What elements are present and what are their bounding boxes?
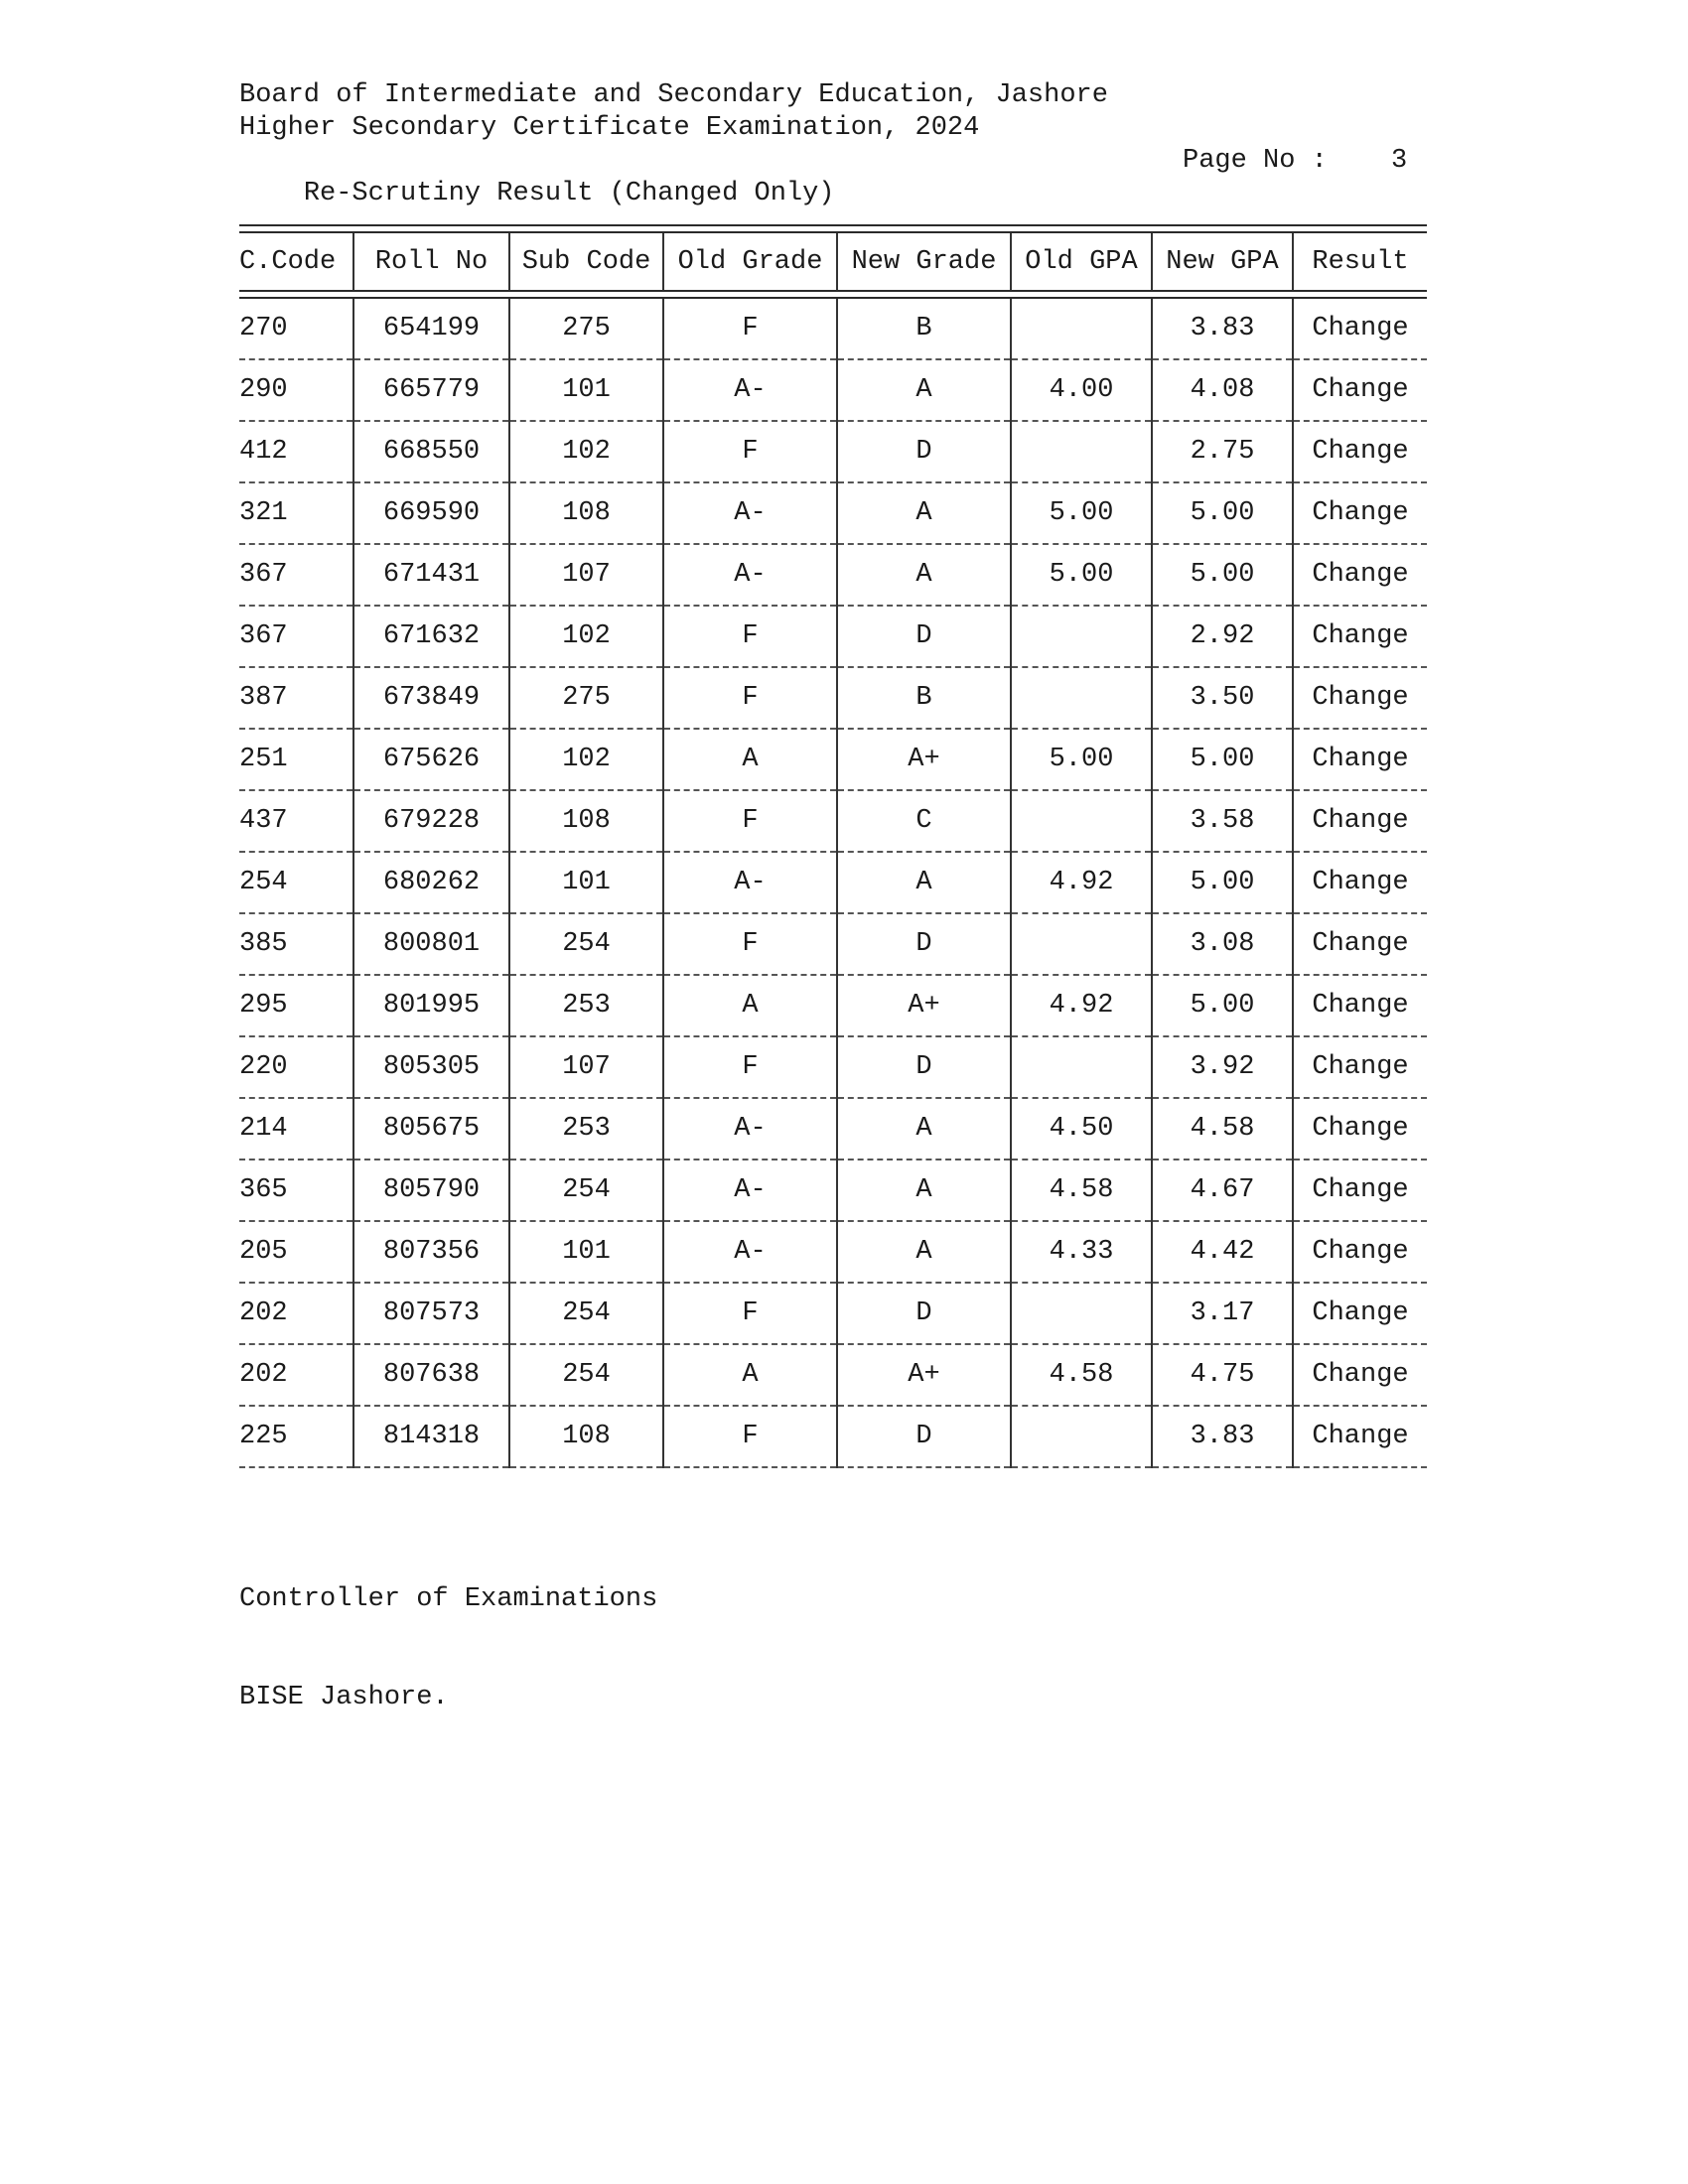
old-gpa-cell xyxy=(1011,606,1152,667)
old-grade-cell: F xyxy=(663,790,837,852)
c-code-cell: 202 xyxy=(239,1283,353,1344)
result-cell: Change xyxy=(1293,1406,1427,1467)
old-gpa-cell: 4.58 xyxy=(1011,1160,1152,1221)
old-grade-cell: F xyxy=(663,606,837,667)
new-grade-cell: D xyxy=(837,1283,1011,1344)
table-row xyxy=(239,790,1427,852)
new-gpa-cell: 3.83 xyxy=(1152,1406,1293,1467)
old-grade-cell: F xyxy=(663,667,837,729)
result-cell: Change xyxy=(1293,421,1427,482)
new-grade-cell: D xyxy=(837,913,1011,975)
table-row xyxy=(239,544,1427,606)
c-code-cell: 367 xyxy=(239,544,353,606)
sub-code-cell: 254 xyxy=(509,1344,663,1406)
header-bottom-rule xyxy=(239,290,1427,299)
new-grade-cell: A xyxy=(837,482,1011,544)
sub-code-cell: 254 xyxy=(509,1160,663,1221)
table-row xyxy=(239,299,1427,359)
sub-code-cell: 101 xyxy=(509,852,663,913)
new-gpa-cell: 2.92 xyxy=(1152,606,1293,667)
column-header: Old GPA xyxy=(1011,233,1152,290)
old-grade-cell: F xyxy=(663,1283,837,1344)
new-gpa-cell: 3.50 xyxy=(1152,667,1293,729)
old-grade-cell: F xyxy=(663,299,837,359)
table-row xyxy=(239,667,1427,729)
new-grade-cell: A xyxy=(837,359,1011,421)
new-gpa-cell: 4.75 xyxy=(1152,1344,1293,1406)
c-code-cell: 254 xyxy=(239,852,353,913)
old-grade-cell: F xyxy=(663,913,837,975)
old-grade-cell: A- xyxy=(663,1160,837,1221)
old-gpa-cell: 5.00 xyxy=(1011,729,1152,790)
roll-no-cell: 805790 xyxy=(353,1160,509,1221)
old-gpa-cell xyxy=(1011,790,1152,852)
page-number-label: Page No : xyxy=(1183,146,1328,176)
column-header: C.Code xyxy=(239,246,337,277)
old-gpa-cell xyxy=(1011,299,1152,359)
column-header: Result xyxy=(1293,233,1427,290)
table-row xyxy=(239,1098,1427,1160)
old-gpa-cell: 4.00 xyxy=(1011,359,1152,421)
old-grade-cell: A- xyxy=(663,1098,837,1160)
roll-no-cell: 807638 xyxy=(353,1344,509,1406)
table-row xyxy=(239,1283,1427,1344)
c-code-cell: 385 xyxy=(239,913,353,975)
c-code-cell: 220 xyxy=(239,1036,353,1098)
table-row xyxy=(239,913,1427,975)
sub-code-cell: 254 xyxy=(509,1283,663,1344)
old-grade-cell: F xyxy=(663,1036,837,1098)
page-number: 3 xyxy=(1391,146,1408,176)
new-grade-cell: A+ xyxy=(837,1344,1011,1406)
new-grade-cell: A xyxy=(837,544,1011,606)
roll-no-cell: 800801 xyxy=(353,913,509,975)
sub-code-cell: 108 xyxy=(509,790,663,852)
old-gpa-cell: 4.92 xyxy=(1011,852,1152,913)
new-gpa-cell: 3.83 xyxy=(1152,299,1293,359)
result-cell: Change xyxy=(1293,606,1427,667)
old-gpa-cell: 5.00 xyxy=(1011,544,1152,606)
roll-no-cell: 679228 xyxy=(353,790,509,852)
old-grade-cell: A xyxy=(663,975,837,1036)
sub-code-cell: 275 xyxy=(509,299,663,359)
old-gpa-cell xyxy=(1011,421,1152,482)
roll-no-cell: 669590 xyxy=(353,482,509,544)
column-header: Roll No xyxy=(353,233,509,290)
roll-no-cell: 671431 xyxy=(353,544,509,606)
sub-code-cell: 254 xyxy=(509,913,663,975)
new-grade-cell: A xyxy=(837,1221,1011,1283)
old-gpa-cell: 5.00 xyxy=(1011,482,1152,544)
table-row xyxy=(239,1036,1427,1098)
c-code-cell: 365 xyxy=(239,1160,353,1221)
roll-no-cell: 673849 xyxy=(353,667,509,729)
sub-code-cell: 107 xyxy=(509,1036,663,1098)
old-gpa-cell xyxy=(1011,1036,1152,1098)
old-grade-cell: F xyxy=(663,421,837,482)
c-code-cell: 321 xyxy=(239,482,353,544)
new-gpa-cell: 2.75 xyxy=(1152,421,1293,482)
result-cell: Change xyxy=(1293,1036,1427,1098)
old-grade-cell: F xyxy=(663,1406,837,1467)
table-header-row xyxy=(239,233,1427,290)
c-code-cell: 290 xyxy=(239,359,353,421)
old-grade-cell: A- xyxy=(663,544,837,606)
roll-no-cell: 801995 xyxy=(353,975,509,1036)
old-grade-cell: A xyxy=(663,729,837,790)
board-name: Board of Intermediate and Secondary Education, Jashore xyxy=(239,80,1108,110)
results-table xyxy=(239,233,1427,290)
new-grade-cell: D xyxy=(837,421,1011,482)
table-row xyxy=(239,1160,1427,1221)
new-grade-cell: A+ xyxy=(837,975,1011,1036)
new-grade-cell: A xyxy=(837,1160,1011,1221)
new-gpa-cell: 4.08 xyxy=(1152,359,1293,421)
new-gpa-cell: 5.00 xyxy=(1152,482,1293,544)
roll-no-cell: 805305 xyxy=(353,1036,509,1098)
result-title-line xyxy=(239,145,1431,208)
result-cell: Change xyxy=(1293,913,1427,975)
old-grade-cell: A- xyxy=(663,359,837,421)
new-gpa-cell: 5.00 xyxy=(1152,729,1293,790)
sub-code-cell: 101 xyxy=(509,1221,663,1283)
roll-no-cell: 665779 xyxy=(353,359,509,421)
sub-code-cell: 102 xyxy=(509,606,663,667)
roll-no-cell: 805675 xyxy=(353,1098,509,1160)
new-gpa-cell: 3.58 xyxy=(1152,790,1293,852)
table-row xyxy=(239,421,1427,482)
c-code-cell: 214 xyxy=(239,1098,353,1160)
result-cell: Change xyxy=(1293,729,1427,790)
sub-code-cell: 102 xyxy=(509,729,663,790)
roll-no-cell: 654199 xyxy=(353,299,509,359)
table-row xyxy=(239,482,1427,544)
results-table-body xyxy=(239,299,1427,1468)
old-grade-cell: A- xyxy=(663,1221,837,1283)
c-code-cell: 270 xyxy=(239,299,353,359)
new-grade-cell: B xyxy=(837,299,1011,359)
sub-code-cell: 107 xyxy=(509,544,663,606)
table-row xyxy=(239,1344,1427,1406)
board-short-name: BISE Jashore. xyxy=(239,1683,449,1712)
column-header: Old Grade xyxy=(663,233,837,290)
result-cell: Change xyxy=(1293,1098,1427,1160)
result-cell: Change xyxy=(1293,359,1427,421)
table-row xyxy=(239,606,1427,667)
result-cell: Change xyxy=(1293,299,1427,359)
old-grade-cell: A- xyxy=(663,852,837,913)
old-gpa-cell xyxy=(1011,667,1152,729)
new-grade-cell: A xyxy=(837,852,1011,913)
new-grade-cell: C xyxy=(837,790,1011,852)
new-grade-cell: A xyxy=(837,1098,1011,1160)
new-gpa-cell: 3.17 xyxy=(1152,1283,1293,1344)
sub-code-cell: 102 xyxy=(509,421,663,482)
header-top-rule xyxy=(239,224,1427,233)
old-gpa-cell xyxy=(1011,1406,1152,1467)
column-header: New GPA xyxy=(1152,233,1293,290)
new-grade-cell: D xyxy=(837,606,1011,667)
sub-code-cell: 253 xyxy=(509,975,663,1036)
document-page xyxy=(239,79,1431,1780)
roll-no-cell: 807356 xyxy=(353,1221,509,1283)
c-code-cell: 225 xyxy=(239,1406,353,1467)
new-gpa-cell: 3.08 xyxy=(1152,913,1293,975)
result-cell: Change xyxy=(1293,1344,1427,1406)
sub-code-cell: 108 xyxy=(509,1406,663,1467)
roll-no-cell: 671632 xyxy=(353,606,509,667)
c-code-cell: 387 xyxy=(239,667,353,729)
controller-title: Controller of Examinations xyxy=(239,1584,658,1614)
new-gpa-cell: 5.00 xyxy=(1152,852,1293,913)
result-cell: Change xyxy=(1293,790,1427,852)
column-header: New Grade xyxy=(837,233,1011,290)
old-gpa-cell xyxy=(1011,1283,1152,1344)
table-row xyxy=(239,1221,1427,1283)
old-gpa-cell: 4.50 xyxy=(1011,1098,1152,1160)
c-code-cell: 295 xyxy=(239,975,353,1036)
c-code-cell: 251 xyxy=(239,729,353,790)
sub-code-cell: 253 xyxy=(509,1098,663,1160)
c-code-cell: 437 xyxy=(239,790,353,852)
table-row xyxy=(239,729,1427,790)
table-row xyxy=(239,852,1427,913)
table-row xyxy=(239,1406,1427,1467)
result-cell: Change xyxy=(1293,852,1427,913)
sub-code-cell: 275 xyxy=(509,667,663,729)
old-grade-cell: A- xyxy=(663,482,837,544)
table-row xyxy=(239,975,1427,1036)
new-grade-cell: B xyxy=(837,667,1011,729)
column-header: Sub Code xyxy=(509,233,663,290)
c-code-cell: 412 xyxy=(239,421,353,482)
roll-no-cell: 668550 xyxy=(353,421,509,482)
new-grade-cell: A+ xyxy=(837,729,1011,790)
result-cell: Change xyxy=(1293,1221,1427,1283)
old-gpa-cell: 4.58 xyxy=(1011,1344,1152,1406)
old-gpa-cell: 4.33 xyxy=(1011,1221,1152,1283)
new-grade-cell: D xyxy=(837,1036,1011,1098)
result-cell: Change xyxy=(1293,1160,1427,1221)
result-cell: Change xyxy=(1293,975,1427,1036)
old-gpa-cell: 4.92 xyxy=(1011,975,1152,1036)
new-grade-cell: D xyxy=(837,1406,1011,1467)
old-gpa-cell xyxy=(1011,913,1152,975)
result-cell: Change xyxy=(1293,482,1427,544)
signature-block xyxy=(239,1518,1431,1780)
sub-code-cell: 101 xyxy=(509,359,663,421)
result-cell: Change xyxy=(1293,667,1427,729)
roll-no-cell: 807573 xyxy=(353,1283,509,1344)
roll-no-cell: 675626 xyxy=(353,729,509,790)
new-gpa-cell: 5.00 xyxy=(1152,544,1293,606)
exam-title: Higher Secondary Certificate Examination, 2024 xyxy=(239,113,980,143)
roll-no-cell: 814318 xyxy=(353,1406,509,1467)
new-gpa-cell: 5.00 xyxy=(1152,975,1293,1036)
result-cell: Change xyxy=(1293,544,1427,606)
roll-no-cell: 680262 xyxy=(353,852,509,913)
result-title: Re-Scrutiny Result (Changed Only) xyxy=(303,179,835,208)
new-gpa-cell: 4.67 xyxy=(1152,1160,1293,1221)
new-gpa-cell: 4.58 xyxy=(1152,1098,1293,1160)
table-row xyxy=(239,359,1427,421)
c-code-cell: 202 xyxy=(239,1344,353,1406)
result-cell: Change xyxy=(1293,1283,1427,1344)
old-grade-cell: A xyxy=(663,1344,837,1406)
new-gpa-cell: 3.92 xyxy=(1152,1036,1293,1098)
c-code-cell: 205 xyxy=(239,1221,353,1283)
sub-code-cell: 108 xyxy=(509,482,663,544)
c-code-cell: 367 xyxy=(239,606,353,667)
new-gpa-cell: 4.42 xyxy=(1152,1221,1293,1283)
